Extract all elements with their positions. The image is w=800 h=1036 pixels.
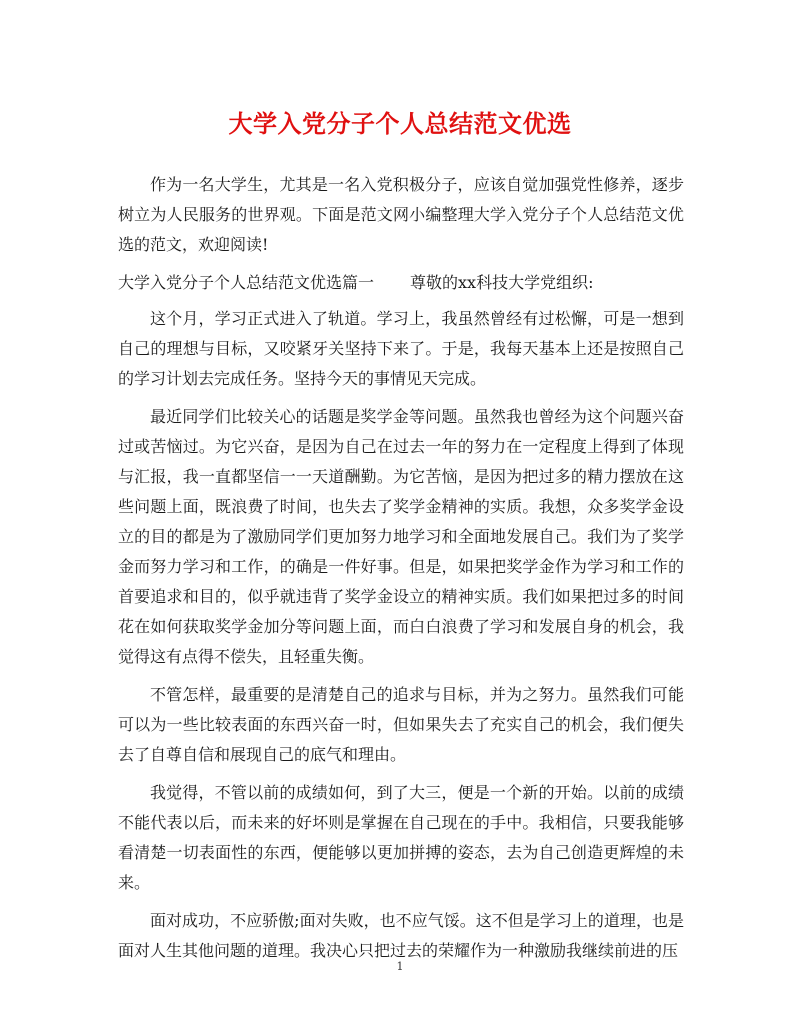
page-number: 1	[396, 960, 404, 973]
document-body	[118, 170, 684, 974]
body-paragraph-4: 我觉得，不管以前的成绩如何，到了大三，便是一个新的开始。以前的成绩不能代表以后，而未来的好坏则是掌握在自己现在的手中。我相信，只要我能够看清楚一切表面性的东西，便能够以更加拼搏的姿态，去为自己创造更辉煌的未来。	[118, 783, 684, 892]
intro-paragraph: 作为一名大学生，尤其是一名入党积极分子，应该自觉加强党性修养，逐步树立为人民服务的世界观。下面是范文网小编整理大学入党分子个人总结范文优选的范文，欢迎阅读!	[118, 175, 684, 254]
document-title: 大学入党分子个人总结范文优选	[228, 109, 572, 138]
salutation: 尊敬的xx科技大学党组织:	[410, 273, 594, 292]
body-paragraph-2: 最近同学们比较关心的话题是奖学金等问题。虽然我也曾经为这个问题兴奋过或苦恼过。为它兴奋，是因为自己在过去一年的努力在一定程度上得到了体现与汇报，我一直都坚信一一天道酬勤。为它苦恼，是因为把过多的精力摆放在这些问题上面，既浪费了时间，也失去了奖学金精神的实质。我想，众多奖学金设立的目的都是为了激励同学们更加努力地学习和全面地发展自己。我们为了奖学金而努力学习和工作，的确是一件好事。但是，如果把奖学金作为学习和工作的首要追求和目的，似乎就违背了奖学金设立的精神实质。我们如果把过多的时间花在如何获取奖学金加分等问题上面，而白白浪费了学习和发展自身的机会，我觉得这有点得不偿失，且轻重失衡。	[118, 407, 684, 666]
section-heading-line	[118, 268, 684, 298]
body-paragraph-5: 面对成功，不应骄傲;面对失败，也不应气馁。这不但是学习上的道理，也是面对人生其他问题的道理。我决心只把过去的荣耀作为一种激励我继续前进的压	[118, 911, 684, 960]
section-heading: 大学入党分子个人总结范文优选篇一	[118, 273, 375, 292]
body-paragraph-3: 不管怎样，最重要的是清楚自己的追求与目标，并为之努力。虽然我们可能可以为一些比较表面的东西兴奋一时，但如果失去了充实自己的机会，我们便失去了自尊自信和展现自己的底气和理由。	[118, 685, 684, 764]
body-paragraph-1: 这个月，学习正式进入了轨道。学习上，我虽然曾经有过松懈，可是一想到自己的理想与目标，又咬紧牙关坚持下来了。于是，我每天基本上还是按照自己的学习计划去完成任务。坚持今天的事情见天完成。	[118, 309, 684, 388]
